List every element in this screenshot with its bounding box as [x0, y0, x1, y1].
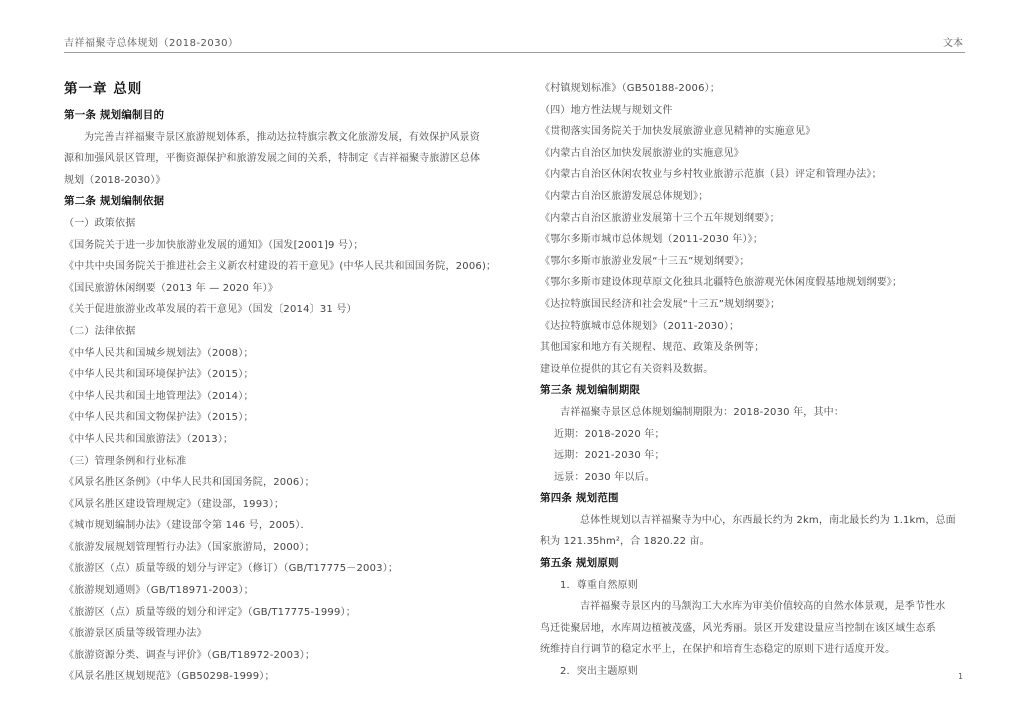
basis-item: 建设单位提供的其它有关资料及数据。: [540, 363, 714, 375]
article-1-line: 为完善吉祥福聚寺景区旅游规划体系，推动达拉特旗宗教文化旅游发展，有效保护风景资: [84, 131, 480, 143]
basis-item: 《达拉特旗城市总体规划》（2011-2030）；: [540, 320, 740, 332]
basis-item: 《国务院关于进一步加快旅游业发展的通知》（国发[2001]9 号）；: [64, 239, 364, 251]
period-item: 远期：2021-2030 年；: [554, 450, 665, 462]
basis-item: 《中华人民共和国环境保护法》（2015）；: [64, 369, 254, 381]
basis-item: 《鄂尔多斯市建设体现草原文化独具北疆特色旅游观光休闲度假基地规划纲要》；: [540, 277, 903, 289]
basis-item: 《风景名胜区建设管理规定》（建设部，1993）；: [64, 498, 285, 510]
basis-item: 《关于促进旅游业改革发展的若干意见》（国发〔2014〕31 号）: [64, 304, 357, 316]
basis-item: 《旅游区（点）质量等级的划分和评定》（GB/T17775-1999）；: [64, 606, 356, 618]
article-1-line: 规划（2018-2030）》: [64, 174, 166, 186]
header-doc-type: 文本: [943, 38, 963, 49]
basis-item: 《鄂尔多斯市城市总体规划（2011-2030 年）》；: [540, 234, 764, 246]
article-1-title: 第一条 规划编制目的: [64, 109, 165, 121]
basis-item: 《内蒙古自治区旅游发展总体规划》；: [540, 190, 709, 202]
basis-item: 其他国家和地方有关规程、规范、政策及条例等；: [540, 342, 765, 354]
principle-1-line: 统维持自行调节的稳定水平上，在保护和培育生态稳定的原则下进行适度开发。: [540, 644, 896, 656]
article-4-line: 总体性规划以吉祥福聚寺为中心，东西最长约为 2km，南北最长约为 1.1km，总面: [580, 514, 956, 526]
basis-item: 《达拉特旗国民经济和社会发展“十三五”规划纲要》；: [540, 298, 781, 310]
basis-item: 《城市规划编制办法》（建设部令第 146 号，2005）．: [64, 520, 311, 532]
basis-item: 《村镇规划标准》（GB50188-2006）；: [540, 83, 721, 94]
basis-item: 《旅游规划通则》（GB/T18971-2003）；: [64, 585, 254, 597]
principle-2-title: 2．突出主题原则: [560, 666, 638, 678]
article-3-intro: 吉祥福聚寺景区总体规划编制期限为：2018-2030 年，其中：: [560, 406, 845, 418]
basis-item: 《旅游发展规划管理暂行办法》（国家旅游局，2000）；: [64, 541, 315, 553]
article-3-title: 第三条 规划编制期限: [540, 384, 641, 397]
principle-1-line: 吉祥福聚寺景区内的马颔沟工大水库为审美价值较高的自然水体景观，是季节性水: [580, 601, 946, 613]
left-column: [64, 64, 498, 688]
basis-item: 《旅游资源分类、调查与评价》（GB/T18972-2003）；: [64, 649, 316, 661]
basis-item: 《风景名胜区条例》（中华人民共和国国务院，2006）；: [64, 477, 315, 489]
article-1-line: 源和加强风景区管理，平衡资源保护和旅游发展之间的关系，特制定《吉祥福聚寺旅游区总体: [64, 153, 481, 165]
right-column: [540, 78, 970, 683]
basis-item: 《内蒙古自治区休闲农牧业与乡村牧业旅游示范旗（县）评定和管理办法》；: [540, 169, 882, 181]
basis-item: 《风景名胜区规划规范》（GB50298-1999）；: [64, 671, 275, 683]
article-4-line: 积为 121.35hm²，合 1820.22 亩。: [540, 536, 710, 548]
basis-item: （四）地方性法规与规划文件: [540, 104, 673, 116]
page-header: [64, 36, 965, 53]
basis-item: 《中华人民共和国旅游法》（2013）；: [64, 433, 234, 445]
basis-item: 《中华人民共和国文物保护法》（2015）；: [64, 412, 254, 424]
period-item: 近期：2018-2020 年；: [554, 428, 665, 440]
basis-item: （一）政策依据: [64, 217, 136, 229]
header-title: 吉祥福聚寺总体规划（2018-2030）: [64, 38, 239, 49]
basis-item: 《国民旅游休闲纲要（2013 年 — 2020 年）》: [64, 282, 279, 294]
basis-item: 《中共中央国务院关于推进社会主义新农村建设的若干意见》(中华人民共和国国务院，2006)；: [64, 261, 497, 273]
chapter-title: 第一章 总则: [64, 81, 143, 97]
basis-item: 《旅游景区质量等级管理办法》: [64, 628, 207, 640]
basis-item: 《内蒙古自治区加快发展旅游业的实施意见》: [540, 147, 744, 159]
basis-item: 《鄂尔多斯市旅游业发展“十三五”规划纲要》；: [540, 255, 750, 267]
basis-item: 《中华人民共和国城乡规划法》（2008）；: [64, 347, 254, 359]
basis-item: 《中华人民共和国土地管理法》（2014）；: [64, 390, 254, 402]
page-number: 1: [958, 672, 964, 681]
basis-item: （三）管理条例和行业标准: [64, 455, 187, 467]
basis-item: 《内蒙古自治区旅游业发展第十三个五年规划纲要》；: [540, 212, 780, 224]
principle-1-title: 1．尊重自然原则: [560, 579, 638, 591]
period-item: 远景：2030 年以后。: [554, 471, 656, 483]
basis-item: 《贯彻落实国务院关于加快发展旅游业意见精神的实施意见》: [540, 126, 816, 138]
article-5-title: 第五条 规划原则: [540, 557, 619, 570]
basis-item: （二）法律依据: [64, 325, 136, 337]
article-2-title: 第二条 规划编制依据: [64, 195, 165, 208]
basis-item: 《旅游区（点）质量等级的划分与评定》（修订）（GB/T17775－2003）；: [64, 563, 399, 575]
principle-1-line: 鸟迁徙聚居地，水库周边植被茂盛，风光秀丽。景区开发建设量应当控制在该区域生态系: [540, 622, 936, 634]
article-4-title: 第四条 规划范围: [540, 492, 619, 505]
